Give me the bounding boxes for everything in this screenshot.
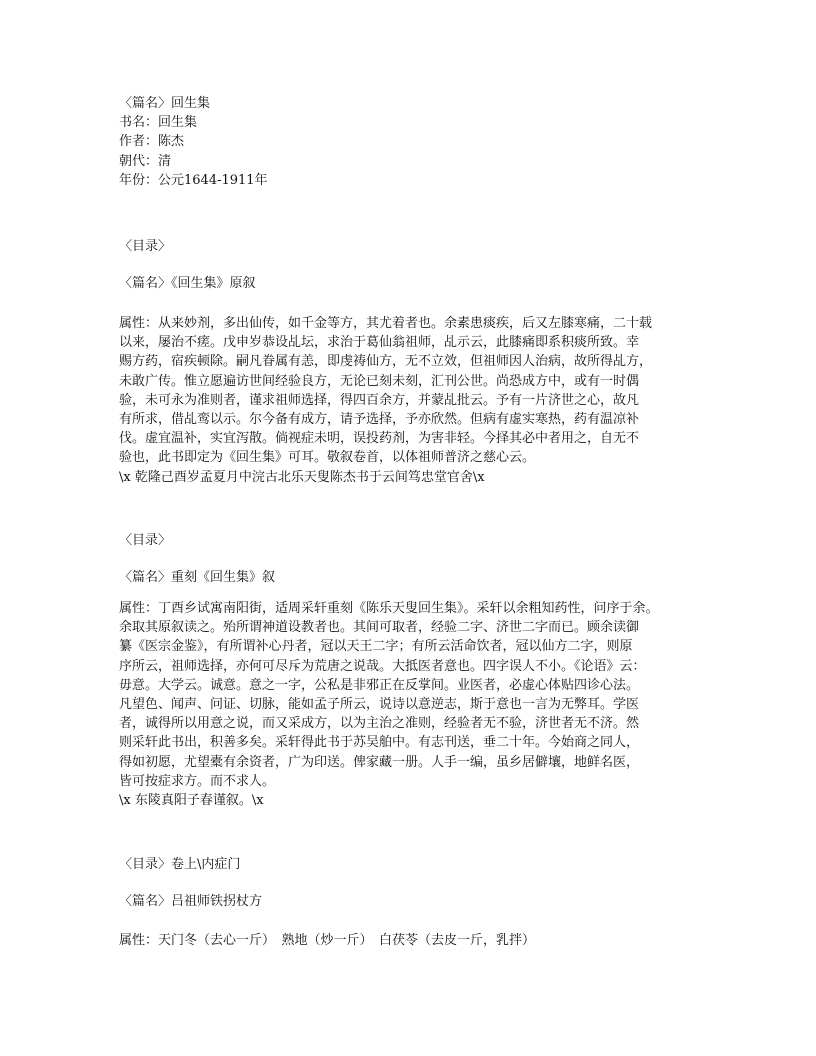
section-title: 〈篇名〉吕祖师铁拐杖方 bbox=[119, 894, 263, 909]
header-line: 朝代：清 bbox=[119, 153, 172, 169]
section-body bbox=[119, 599, 659, 810]
body-line: 属性：丁酉乡试寓南阳街，适周采轩重刻《陈乐天叟回生集》。采轩以余粗知药性，问序于余。 bbox=[119, 601, 659, 616]
header-line: 作者：陈杰 bbox=[119, 134, 185, 150]
header-line: 书名：回生集 bbox=[119, 115, 198, 131]
body-line: 赐方药，宿疾顿除。嗣凡眷属有恙，即虔祷仙方，无不立效，但祖师因人治病，故所得乩方， bbox=[119, 354, 653, 370]
body-line: 纂《医宗金鉴》，有所谓补心丹者，冠以天王二字；有所云活命饮者，冠以仙方二字，则原 bbox=[119, 639, 633, 655]
header-line: 〈篇名〉回生集 bbox=[119, 96, 211, 111]
body-line: 毋意。大学云。诚意。意之一字，公私是非邪正在反掌间。业医者，必虚心体贴四诊心法。 bbox=[119, 677, 640, 693]
body-line: 得如初愿，尤望橐有余资者，广为印送。俾家藏一册。人手一编，虽乡居僻壤，地鲜名医， bbox=[119, 754, 640, 770]
body-line: 伐。虚宜温补，实宜泻散。倘视症未明，误投药剂，为害非轻。今择其必中者用之，自无不 bbox=[119, 431, 640, 447]
section-body bbox=[119, 314, 652, 487]
body-line: 验也，此书即定为《回生集》可耳。敬叙卷首，以体祖师普济之慈心云。 bbox=[119, 450, 536, 466]
body-line: 属性：天门冬（去心一斤） 熟地（炒一斤） 白茯苓（去皮一斤，乳拌） bbox=[119, 933, 536, 948]
book-header bbox=[119, 94, 268, 190]
body-line: 未敢广传。惟立愿遍访世间经验良方，无论已刻未刻，汇刊公世。尚恐成方中，或有一时偶 bbox=[119, 373, 640, 389]
body-line: 余取其原叙读之。殆所谓神道设教者也。其间可取者，经验二字、济世二字而已。顾余读御 bbox=[119, 620, 640, 636]
body-line: 则采轩此书出，积善多矣。采轩得此书于苏吴舶中。有志刊送，垂二十年。今始商之同人， bbox=[119, 735, 640, 751]
section-title: 〈篇名〉重刻《回生集》叙 bbox=[119, 570, 276, 585]
body-line: \x 东陵真阳子春谨叙。\x bbox=[119, 793, 264, 809]
toc-label: 〈目录〉 bbox=[119, 239, 172, 254]
toc-label: 〈目录〉卷上\内症门 bbox=[119, 857, 241, 872]
body-line: 者，诚得所以用意之说，而又采成方，以为主治之准则，经验者无不验，济世者无不济。然 bbox=[119, 716, 640, 732]
header-line: 年份：公元1644-1911年 bbox=[119, 172, 268, 188]
body-line: 属性：从来妙剂，多出仙传，如千金等方，其尤着者也。余素患痰疾，后又左膝寒痛，二十载 bbox=[119, 316, 653, 331]
body-line: 凡望色、闻声、问证、切脉，能如孟子所云，说诗以意逆志，斯于意也一言为无弊耳。学医 bbox=[119, 697, 640, 713]
body-line: \x 乾隆己酉岁孟夏月中浣古北乐天叟陈杰书于云间笃忠堂官舍\x bbox=[119, 469, 485, 485]
section-body bbox=[119, 931, 535, 950]
body-line: 序所云，祖师选择，亦何可尽斥为荒唐之说哉。大抵医者意也。四字误人不小。《论语》云： bbox=[119, 658, 646, 674]
body-line: 验，未可永为准则者，谨求祖师选择，得四百余方，并蒙乩批云。予有一片济世之心，故凡 bbox=[119, 392, 640, 408]
body-line: 有所求，借乩鸾以示。尔今备有成方，请予选择，予亦欣然。但病有虚实寒热，药有温凉补 bbox=[119, 412, 640, 428]
body-line: 以来，屡治不瘥。戊申岁恭设乩坛，求治于葛仙翁祖师，乩示云，此膝痛即系积痰所致。幸 bbox=[119, 335, 640, 351]
section-title: 〈篇名〉《回生集》原叙 bbox=[119, 276, 256, 291]
body-line: 皆可按症求方。而不求人。 bbox=[119, 773, 276, 789]
toc-label: 〈目录〉 bbox=[119, 533, 172, 548]
